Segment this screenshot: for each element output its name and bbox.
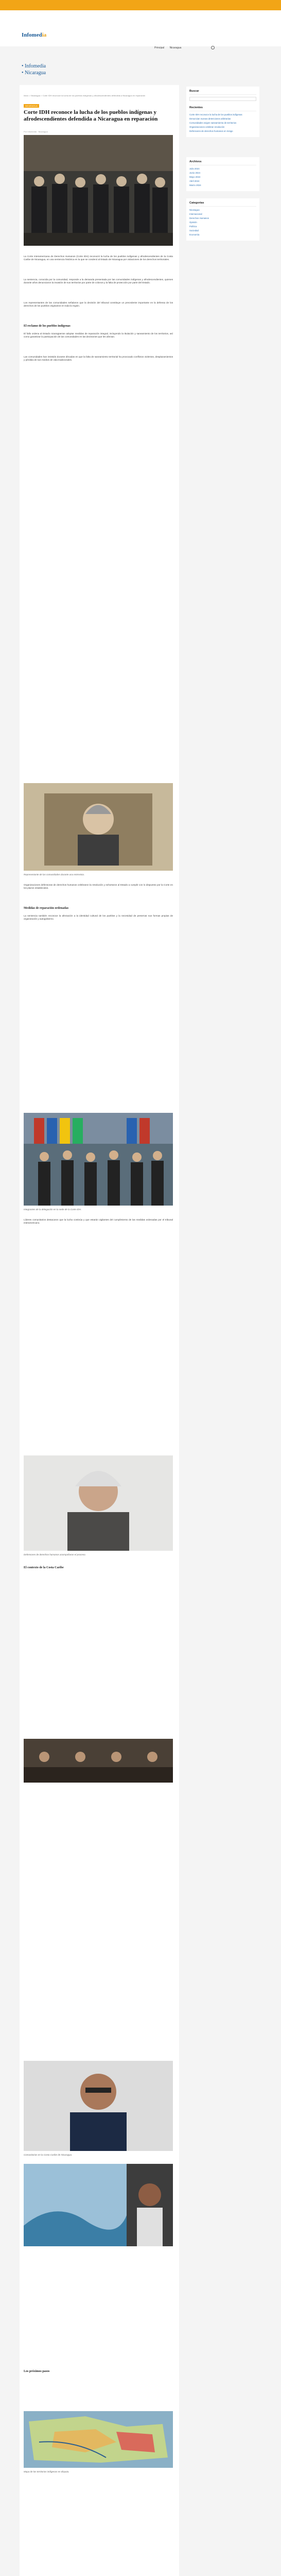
recent-post-link[interactable]: Comunidades exigen saneamiento de territorios <box>189 122 237 124</box>
logo-part-2: ia <box>42 32 47 38</box>
category-badge[interactable]: NICARAGUA <box>24 104 39 108</box>
image-2 <box>24 783 173 871</box>
archive-widget-title: Archivos <box>189 160 256 165</box>
recent-post-link[interactable]: Corte IDH reconoce la lucha de los pueblos indígenas <box>189 113 242 116</box>
caption-2: Representante de las comunidades durante una entrevista. <box>24 873 85 876</box>
photo-7 <box>24 2164 173 2246</box>
category-link[interactable]: Nicaragua <box>189 209 200 211</box>
image-4 <box>24 1455 173 1551</box>
archive-link[interactable]: Abril 2024 <box>189 180 200 182</box>
image-6 <box>24 2061 173 2151</box>
archive-link[interactable]: Marzo 2024 <box>189 184 201 187</box>
subhead-2: Medidas de reparación ordenadas <box>24 907 69 910</box>
recent-post-link[interactable]: Organizaciones celebran resolución <box>189 126 225 128</box>
photo-3 <box>24 1113 173 1206</box>
nav-item-principal[interactable]: Principal <box>154 46 165 49</box>
sidebar-search <box>186 87 259 104</box>
paragraph-5: Las comunidades han insistido durante décadas en que la falta de saneamiento territorial ha provocado conflictos violentos, desplazamientos y pérdida de sus medios de vida tradicionales. <box>24 355 173 361</box>
article-title: Corte IDH reconoce la lucha de los pueblos indígenas y afrodescendientes defendida a Nicaragua en reparación <box>24 109 158 122</box>
sidebar-archives <box>186 157 259 191</box>
paragraph-6: Organizaciones defensoras de derechos humanos celebraron la resolución y exhortaron al Estado a cumplir con lo dispuesto por la Corte en los plazos establecidos. <box>24 884 173 889</box>
caption-4: Defensores de derechos humanos acompañaron el proceso. <box>24 1553 86 1556</box>
site-logo[interactable] <box>22 32 46 38</box>
photo-6 <box>24 2061 173 2151</box>
image-3 <box>24 1113 173 1206</box>
nav-item-nicaragua[interactable]: Nicaragua <box>169 46 182 49</box>
archive-link[interactable]: Mayo 2024 <box>189 176 201 178</box>
category-link[interactable]: Internacional <box>189 213 202 215</box>
feature-image <box>24 135 173 246</box>
sidebar-recent <box>186 103 259 137</box>
search-icon[interactable] <box>211 46 215 49</box>
category-link[interactable]: Derechos Humanos <box>189 217 209 219</box>
subhead-4: Los próximos pasos <box>24 2370 50 2373</box>
paragraph-8: Líderes comunitarios destacaron que la lucha continúa y que estarán vigilantes del cumplimiento de las medidas ordenadas por el tribunal interamericano. <box>24 1218 173 1224</box>
paragraph-4: El fallo ordena al Estado nicaragüense adoptar medidas de reparación integral, incluyendo la titulación y saneamiento de los territorios, así como garantizar la participación de las comunidades en las decisiones que les afectan. <box>24 332 173 338</box>
paragraph-3: Los representantes de las comunidades señalaron que la decisión del tribunal constituye un precedente importante en la defensa de los derechos de los pueblos originarios en toda la región. <box>24 301 173 307</box>
article-meta: Por Infomedia · Nicaragua <box>24 130 48 133</box>
recent-widget-title: Recientes <box>189 106 256 111</box>
archive-link[interactable]: Junio 2024 <box>189 172 201 174</box>
top-bar <box>0 0 281 10</box>
paragraph-1: La Corte Interamericana de Derechos Humanos (Corte IDH) reconoció la lucha de los pueblos indígenas y afrodescendientes de la Costa Caribe de Nicaragua, en una sentencia histórica en la que se condenó al Estado de Nicaragua por violaciones de los derechos territoriales. <box>24 255 173 261</box>
category-widget-title: Categorías <box>189 201 256 207</box>
subhead-3: El contexto de la Costa Caribe <box>24 1566 64 1569</box>
photo-4 <box>24 1455 173 1551</box>
photo-5 <box>24 1739 173 1783</box>
caption-5: Comunitarios en la Costa Caribe de Nicaragua. <box>24 2154 73 2156</box>
sidebar-categories <box>186 198 259 241</box>
photo-2 <box>24 783 173 871</box>
feature-photo <box>24 135 173 246</box>
paragraph-7: La sentencia también reconoce la afectación a la identidad cultural de los pueblos y la necesidad de preservar sus formas propias de organización y autogobierno. <box>24 914 173 920</box>
category-link[interactable]: Política <box>189 225 197 228</box>
map-image <box>24 2411 173 2468</box>
archive-link[interactable]: Julio 2024 <box>189 167 200 170</box>
site-header <box>0 10 281 46</box>
subhead-1: El reclamo de los pueblos indígenas <box>24 325 71 328</box>
sidebar-search-input[interactable] <box>189 97 256 101</box>
recent-post-link[interactable]: Denuncian nuevas detenciones arbitrarias <box>189 117 231 120</box>
search-widget-title: Buscar <box>189 90 256 95</box>
recent-post-link[interactable]: Defensores de derechos humanos en riesgo <box>189 130 233 132</box>
page-heading: • Infomedia • Nicaragua <box>22 63 46 76</box>
category-link[interactable]: Opinión <box>189 221 197 224</box>
caption-6: Mapa de los territorios indígenas en disputa. <box>24 2470 69 2473</box>
breadcrumb: Inicio > Nicaragua > Corte IDH reconoce la lucha de los pueblos indígenas y afrodescendientes defendida a Nicaragua en reparación <box>24 94 146 97</box>
category-link[interactable]: Sociedad <box>189 229 199 232</box>
category-link[interactable]: Economía <box>189 233 200 236</box>
image-5 <box>24 1739 173 1783</box>
main-nav <box>154 46 186 49</box>
caption-3: Integrantes de la delegación en la sede de la Corte IDH. <box>24 1208 82 1211</box>
image-map <box>24 2411 173 2468</box>
logo-part-1: Infomed <box>22 32 42 38</box>
paragraph-2: La sentencia, conocida por la comunidad, responde a la demanda presentada por las comunidades indígenas y afrodescendientes, quienes durante años denunciaron la invasión de sus territorios por parte de colonos y la falta de protección por parte del Estado. <box>24 278 173 284</box>
image-7 <box>24 2164 173 2246</box>
